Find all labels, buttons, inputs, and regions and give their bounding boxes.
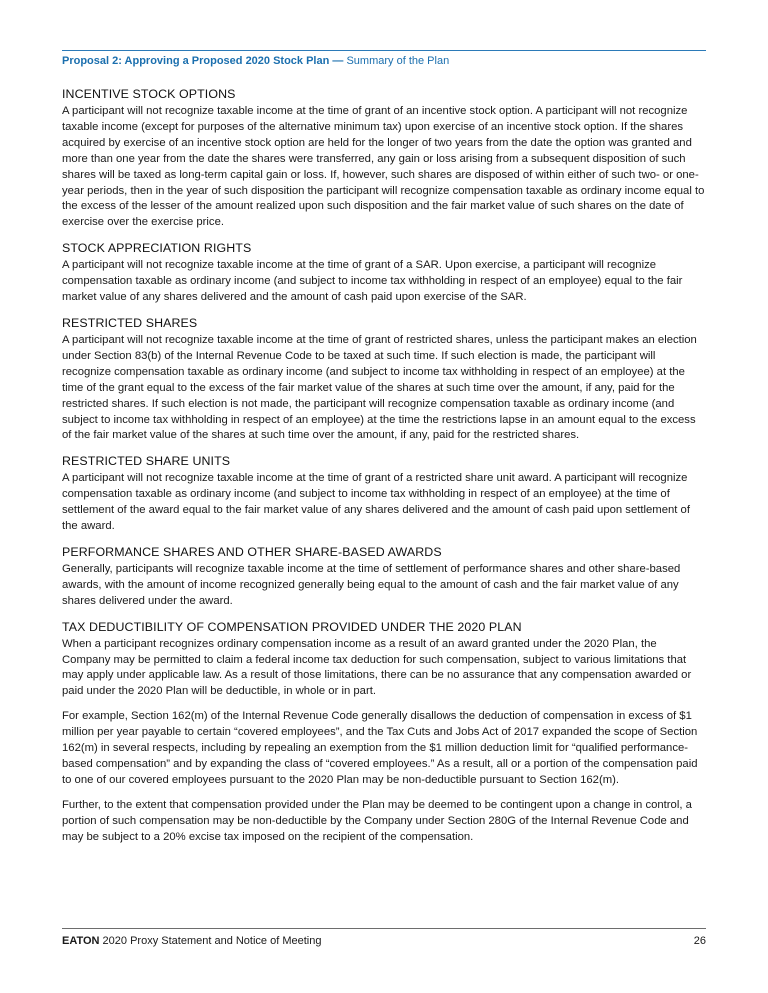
header-rule (62, 50, 706, 51)
section-heading: STOCK APPRECIATION RIGHTS (62, 241, 252, 256)
section-incentive-stock-options (62, 86, 706, 231)
running-header (62, 54, 449, 68)
section-heading: INCENTIVE STOCK OPTIONS (62, 87, 236, 101)
section-stock-appreciation-rights (62, 240, 706, 306)
section-tax-deductibility (62, 619, 706, 846)
paragraph: A participant will not recognize taxable income at the time of grant of an incentive stock option. A participant will not recognize taxable income (except for purposes of the alternative minimum tax) upon exercise of an incentive stock option. If the shares acquired by exercise of an incentive stock option are held for the longer of two years from the date the option was granted and more than one year from the date the shares were transferred, any gain or loss arising from a subsequent disposition of such shares will be taxed as long-term capital gain or loss. If, however, such shares are disposed of within either of such two- or one-year periods, then in the year of such disposition the participant will recognize compensation taxable as ordinary income equal to the excess of the lesser of the amount realized upon such disposition and the fair market value of such shares on the date of exercise over the exercise price. (62, 105, 705, 229)
section-restricted-shares (62, 315, 706, 444)
paragraph: A participant will not recognize taxable income at the time of grant of restricted shares, unless the participant makes an election under Section 83(b) of the Internal Revenue Code to be taxed at such time. If such election is made, the participant will recognize compensation taxable as ordinary income (and subject to income tax withholding in respect of an employee) at the time of the grant equal to the excess of the fair market value of the shares at such time over the amount, if any, paid for the restricted shares. If such election is not made, the participant will recognize compensation taxable as ordinary income (and subject to income tax withholding in respect of an employee) at the time the restrictions lapse in an amount equal to the excess of the fair market value of the shares at such time over the amount, if any, paid for the restricted shares. (62, 333, 697, 442)
section-restricted-share-units (62, 453, 706, 535)
page-footer (62, 934, 706, 948)
paragraph: A participant will not recognize taxable income at the time of grant of a restricted share unit award. A participant will recognize compensation taxable as ordinary income (and subject to income tax withholding in respect of an employee) at the time of settlement of the award equal to the fair market value of any shares delivered and the amount of cash paid upon settlement of the award. (62, 472, 690, 533)
footer-brand: EATON (62, 935, 100, 947)
section-heading: PERFORMANCE SHARES AND OTHER SHARE-BASED AWARDS (62, 544, 442, 559)
header-proposal: Proposal 2: Approving a Proposed 2020 Stock Plan (62, 55, 330, 67)
page-number: 26 (693, 935, 706, 947)
paragraph: A participant will not recognize taxable income at the time of grant of a SAR. Upon exercise, a participant will recognize compensation taxable as ordinary income (and subject to income tax withholding in respect of an employee) equal to the fair market value of any shares delivered and the amount of cash paid upon exercise of the SAR. (62, 259, 683, 304)
header-separator: — (329, 55, 347, 67)
main-content (62, 86, 706, 855)
footer-title: 2020 Proxy Statement and Notice of Meeting (99, 935, 322, 947)
paragraph: Generally, participants will recognize taxable income at the time of settlement of performance shares and other share-based awards, with the amount of income recognized generally being equal to the amount of cash and the fair market value of any shares delivered under the award. (62, 562, 681, 607)
section-heading: TAX DEDUCTIBILITY OF COMPENSATION PROVIDED UNDER THE 2020 PLAN (62, 619, 522, 634)
footer-rule (62, 928, 706, 929)
paragraph: Further, to the extent that compensation provided under the Plan may be deemed to be contingent upon a change in control, a portion of such compensation may be non-deductible by the Company under Section 280G of the Internal Revenue Code and may be subject to a 20% excise tax imposed on the recipient of the compensation. (62, 798, 692, 843)
section-performance-shares (62, 544, 706, 610)
paragraph: For example, Section 162(m) of the Internal Revenue Code generally disallows the deduction of compensation in excess of $1 million per year payable to certain “covered employees”, and the Tax Cuts and Jobs Act of 2017 expanded the scope of Section 162(m) in several respects, including by repealing an exemption from the $1 million deduction limit for “qualified performance-based compensation” and by expanding the class of “covered employees.” As a result, all or a portion of the compensation paid to one of our covered employees pursuant to the 2020 Plan may be non-deductible pursuant to Section 162(m). (62, 710, 698, 786)
section-heading: RESTRICTED SHARES (62, 315, 198, 330)
header-section: Summary of the Plan (346, 55, 450, 67)
paragraph: When a participant recognizes ordinary compensation income as a result of an award granted under the 2020 Plan, the Company may be permitted to claim a federal income tax deduction for such compensation, subject to various limitations that may apply under applicable law. As a result of those limitations, there can be no assurance that any compensation awarded or paid under the 2020 Plan will be deductible, in whole or in part. (62, 637, 692, 698)
section-heading: RESTRICTED SHARE UNITS (62, 454, 231, 469)
